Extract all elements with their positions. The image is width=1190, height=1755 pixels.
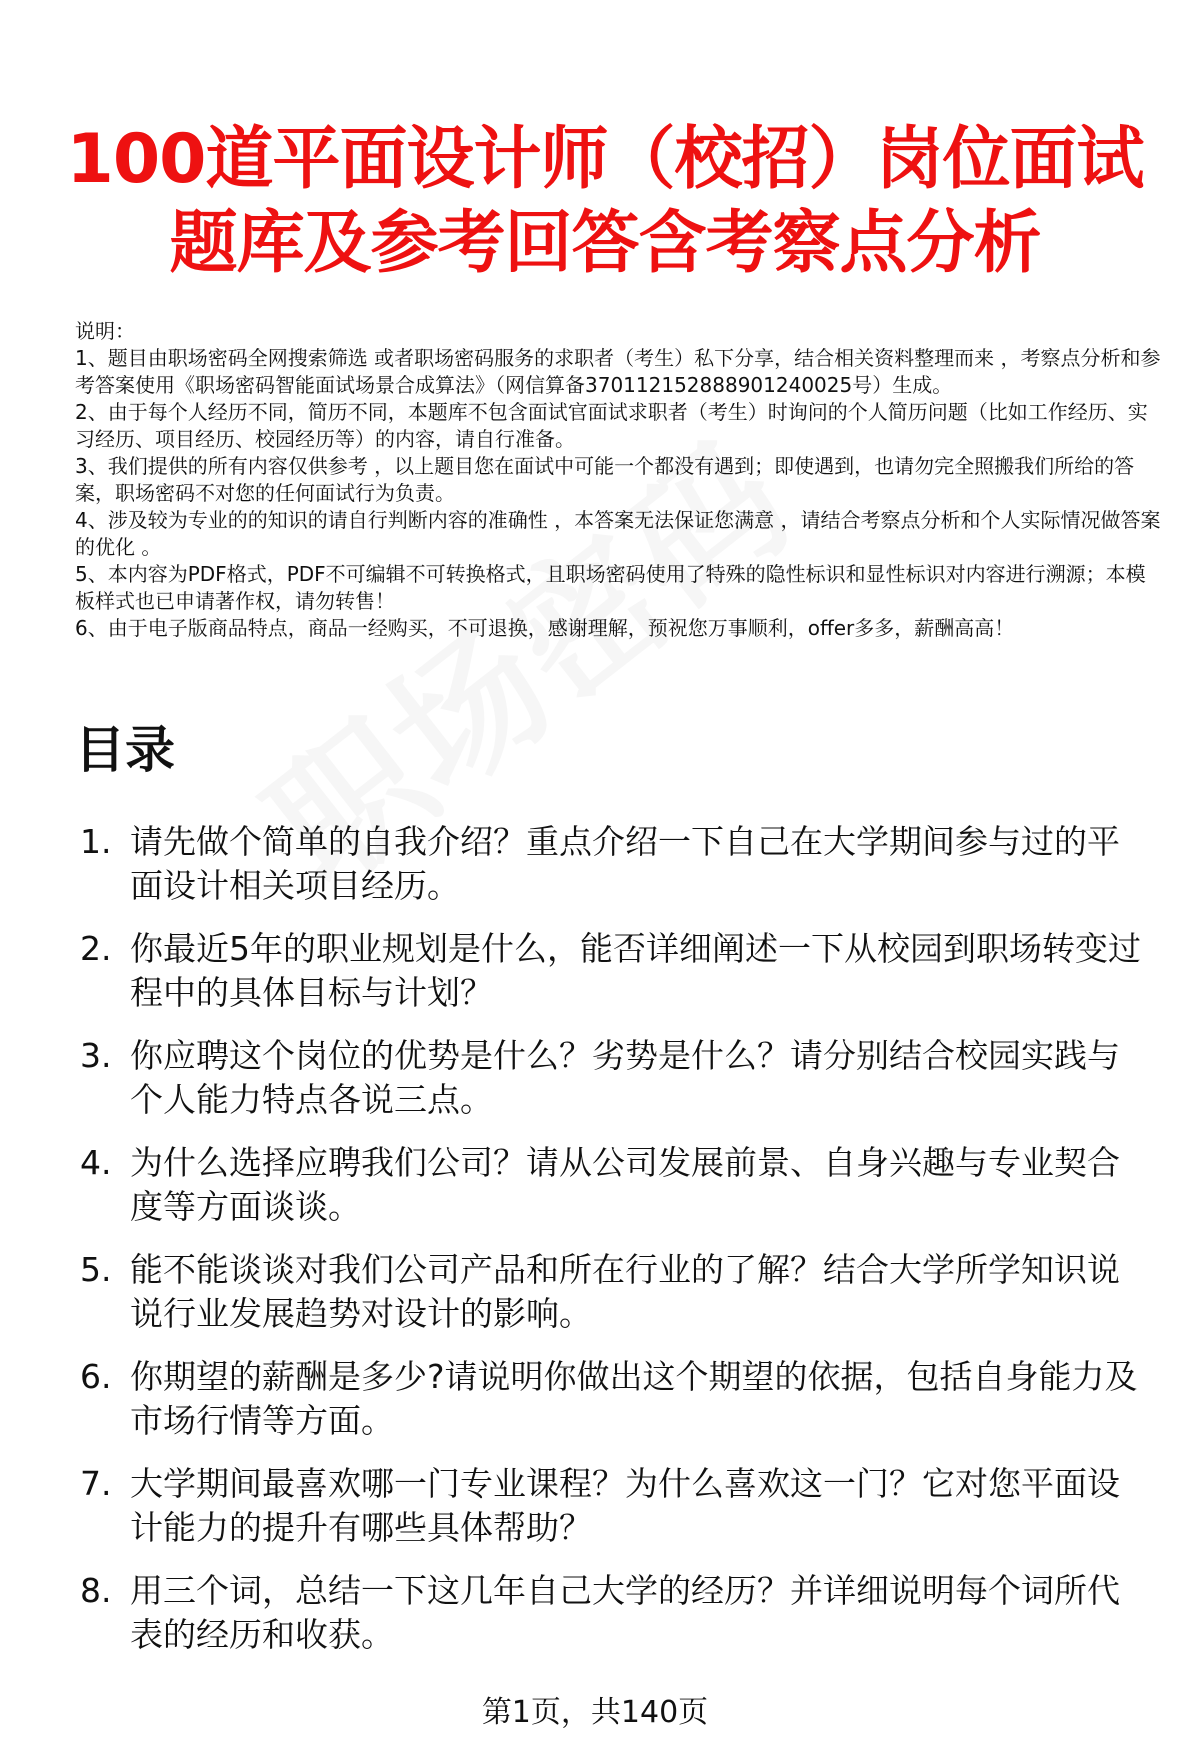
toc-item-text[interactable]: 能不能谈谈对我们公司产品和所在行业的了解？结合大学所学知识说说行业发展趋势对设计的影响。 <box>130 1250 1120 1333</box>
toc-list <box>80 820 1170 1676</box>
toc-item-number: 6. <box>80 1357 112 1396</box>
toc-item[interactable] <box>80 1569 1170 1657</box>
toc-item-text[interactable]: 为什么选择应聘我们公司？请从公司发展前景、自身兴趣与专业契合度等方面谈谈。 <box>130 1143 1120 1226</box>
toc-heading: 目录 <box>75 721 175 779</box>
notes-heading: 说明： <box>75 319 135 343</box>
toc-item-number: 4. <box>80 1143 112 1182</box>
toc-item[interactable] <box>80 1141 1170 1229</box>
page-number: 第1页，共140页 <box>481 1695 709 1730</box>
toc-item-number: 2. <box>80 929 112 968</box>
title-line-2: 题库及参考回答含考察点分析 <box>169 204 1041 283</box>
note-item: 6、由于电子版商品特点，商品一经购买，不可退换，感谢理解，预祝您万事顺利，offer多多，薪酬高高！ <box>75 616 1015 640</box>
toc-item-number: 1. <box>80 822 112 861</box>
toc-item[interactable] <box>80 1034 1170 1122</box>
toc-item[interactable] <box>80 1355 1170 1443</box>
toc-item[interactable] <box>80 820 1170 908</box>
toc-item-number: 8. <box>80 1571 112 1610</box>
notes-section <box>75 318 1165 642</box>
toc-item-number: 5. <box>80 1250 112 1289</box>
note-item: 2、由于每个人经历不同，简历不同，本题库不包含面试官面试求职者（考生）时询问的个人简历问题（比如工作经历、实习经历、项目经历、校园经历等）的内容，请自行准备。 <box>75 400 1148 451</box>
toc-item-number: 3. <box>80 1036 112 1075</box>
toc-item-text[interactable]: 你期望的薪酬是多少?请说明你做出这个期望的依据，包括自身能力及市场行情等方面。 <box>130 1357 1138 1440</box>
note-item: 3、我们提供的所有内容仅供参考 ，以上题目您在面试中可能一个都没有遇到；即使遇到，也请勿完全照搬我们所给的答案，职场密码不对您的任何面试行为负责。 <box>75 454 1135 505</box>
page-footer <box>0 1693 1190 1733</box>
title-line-1: 100道平面设计师（校招）岗位面试 <box>66 120 1144 199</box>
toc-item[interactable] <box>80 1462 1170 1550</box>
toc-item-text[interactable]: 大学期间最喜欢哪一门专业课程？为什么喜欢这一门？它对您平面设计能力的提升有哪些具体帮助？ <box>130 1464 1120 1547</box>
toc-item-text[interactable]: 用三个词，总结一下这几年自己大学的经历？并详细说明每个词所代表的经历和收获。 <box>130 1571 1120 1654</box>
toc-item[interactable] <box>80 1248 1170 1336</box>
toc-item-text[interactable]: 你最近5年的职业规划是什么，能否详细阐述一下从校园到职场转变过程中的具体目标与计划？ <box>130 929 1141 1012</box>
toc-item-number: 7. <box>80 1464 112 1503</box>
note-item: 4、涉及较为专业的的知识的请自行判断内容的准确性 ，本答案无法保证您满意 ，请结合考察点分析和个人实际情况做答案的优化 。 <box>75 508 1161 559</box>
note-item: 1、题目由职场密码全网搜索筛选 或者职场密码服务的求职者（考生）私下分享，结合相关资料整理而来 ，考察点分析和参考答案使用《职场密码智能面试场景合成算法》（网信算备370112152888901240025号）生成。 <box>75 346 1161 397</box>
toc-item[interactable] <box>80 927 1170 1015</box>
note-item: 5、本内容为PDF格式，PDF不可编辑不可转换格式，且职场密码使用了特殊的隐性标识和显性标识对内容进行溯源；本模板样式也已申请著作权，请勿转售！ <box>75 562 1146 613</box>
toc-item-text[interactable]: 你应聘这个岗位的优势是什么？劣势是什么？请分别结合校园实践与个人能力特点各说三点。 <box>130 1036 1120 1119</box>
toc-item-text[interactable]: 请先做个简单的自我介绍？重点介绍一下自己在大学期间参与过的平面设计相关项目经历。 <box>130 822 1120 905</box>
document-title <box>60 118 1150 286</box>
